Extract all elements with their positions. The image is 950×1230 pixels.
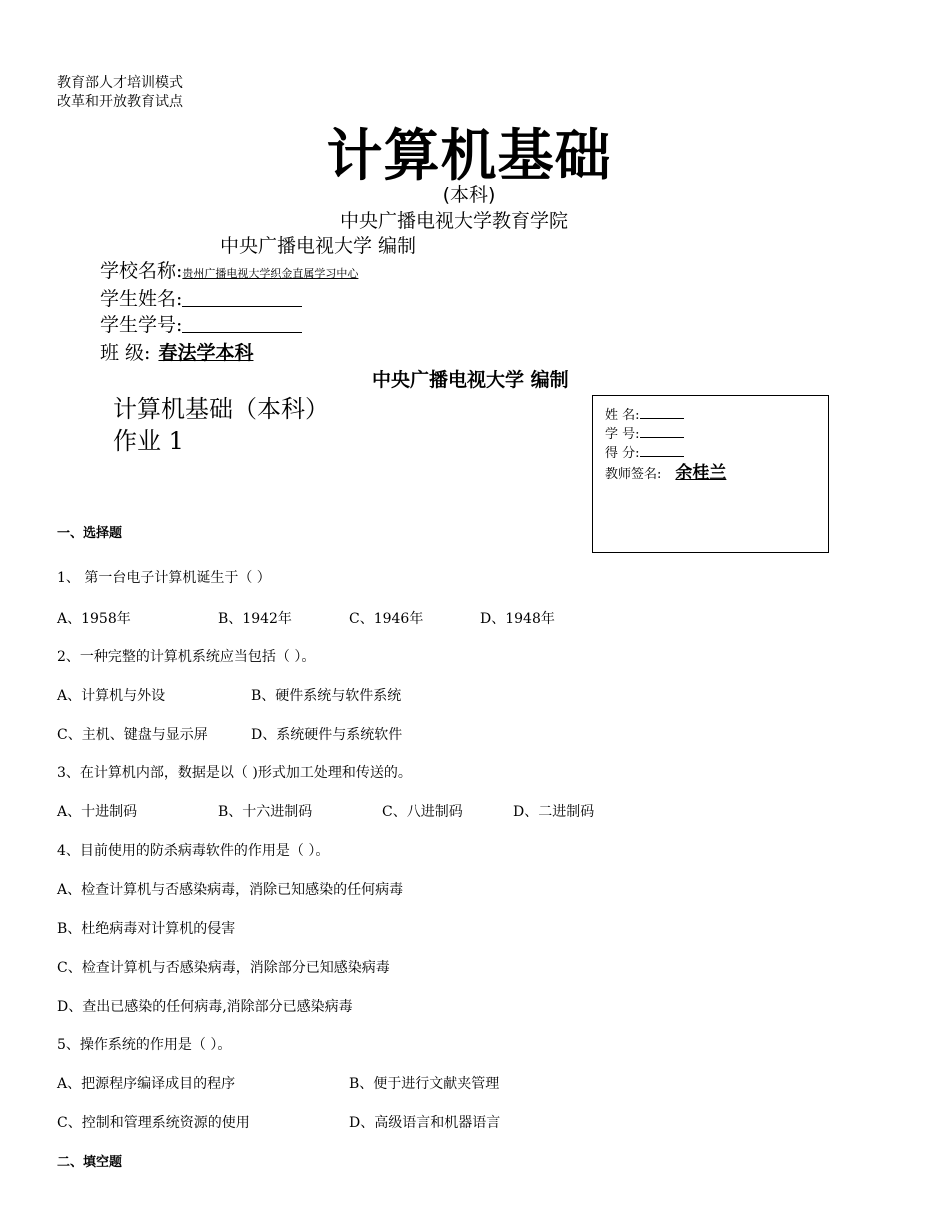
q5-option-a: A、把源程序编译成目的程序 xyxy=(57,1076,236,1092)
box-id-row xyxy=(605,423,684,442)
box-id-blank[interactable] xyxy=(640,425,684,438)
question-1: 1、 第一台电子计算机诞生于（ ） xyxy=(57,570,271,586)
box-name-blank[interactable] xyxy=(640,406,684,419)
q5-option-b: B、便于进行文献夹管理 xyxy=(349,1076,500,1092)
box-score-label: 得 分: xyxy=(605,446,640,461)
student-id-blank[interactable] xyxy=(182,314,302,333)
q2-option-c: C、主机、键盘与显示屏 xyxy=(57,727,208,743)
school-field xyxy=(100,256,358,283)
homework-title-line2: 作业 1 xyxy=(113,427,184,455)
q4-option-a: A、检查计算机与否感染病毒，消除已知感染的任何病毒 xyxy=(57,882,404,898)
q2-option-a: A、计算机与外设 xyxy=(57,688,166,704)
q4-option-d: D、查出已感染的任何病毒,消除部分已感染病毒 xyxy=(57,999,353,1015)
q4-option-c: C、检查计算机与否感染病毒，消除部分已知感染病毒 xyxy=(57,960,390,976)
org-bold: 中央广播电视大学 编制 xyxy=(372,369,569,391)
q3-option-d: D、二进制码 xyxy=(513,804,595,820)
school-value: 贵州广播电视大学织金直属学习中心 xyxy=(182,267,359,280)
box-teacher-row xyxy=(605,458,726,483)
q1-option-b: B、1942年 xyxy=(218,611,292,627)
header-note-line1: 教育部人才培训模式 xyxy=(57,75,183,91)
org-line1: 中央广播电视大学教育学院 xyxy=(340,210,569,232)
question-4: 4、目前使用的防杀病毒软件的作用是（ ）。 xyxy=(57,843,330,859)
q1-option-a: A、1958年 xyxy=(57,611,131,627)
question-2: 2、一种完整的计算机系统应当包括（ ）。 xyxy=(57,649,316,665)
q3-option-a: A、十进制码 xyxy=(57,804,138,820)
homework-title-line1: 计算机基础（本科） xyxy=(113,395,329,423)
box-id-label: 学 号: xyxy=(605,427,640,442)
box-score-blank[interactable] xyxy=(640,444,684,457)
q1-option-c: C、1946年 xyxy=(349,611,424,627)
q4-option-b: B、杜绝病毒对计算机的侵害 xyxy=(57,921,236,937)
q3-option-c: C、八进制码 xyxy=(382,804,463,820)
class-label: 班 级: xyxy=(100,342,151,364)
class-field xyxy=(100,338,253,365)
q1-option-d: D、1948年 xyxy=(480,611,555,627)
question-3: 3、在计算机内部，数据是以（ )形式加工处理和传送的。 xyxy=(57,765,412,781)
student-id-label: 学生学号: xyxy=(100,314,183,336)
subtitle: (本科) xyxy=(442,184,496,206)
section-choice-heading: 一、选择题 xyxy=(57,526,123,541)
header-note-line2: 改革和开放教育试点 xyxy=(57,94,183,110)
question-5: 5、操作系统的作用是（ ）。 xyxy=(57,1037,232,1053)
class-value: 春法学本科 xyxy=(158,342,254,364)
score-box xyxy=(592,395,829,553)
box-name-label: 姓 名: xyxy=(605,408,640,423)
student-id-field xyxy=(100,310,302,337)
q5-option-d: D、高级语言和机器语言 xyxy=(349,1115,501,1131)
school-label: 学校名称: xyxy=(100,260,183,282)
student-name-label: 学生姓名: xyxy=(100,288,183,310)
q2-option-b: B、硬件系统与软件系统 xyxy=(251,688,402,704)
box-teacher-label: 教师签名: xyxy=(605,467,662,482)
q3-option-b: B、十六进制码 xyxy=(218,804,313,820)
org-line2: 中央广播电视大学 编制 xyxy=(220,235,417,257)
student-name-blank[interactable] xyxy=(182,288,302,307)
q5-option-c: C、控制和管理系统资源的使用 xyxy=(57,1115,250,1131)
section-fill-heading: 二、填空题 xyxy=(57,1155,123,1170)
teacher-signature: 余桂兰 xyxy=(675,463,727,483)
box-name-row xyxy=(605,404,684,423)
page-title: 计算机基础 xyxy=(326,123,612,189)
student-name-field xyxy=(100,284,302,311)
q2-option-d: D、系统硬件与系统软件 xyxy=(251,727,403,743)
